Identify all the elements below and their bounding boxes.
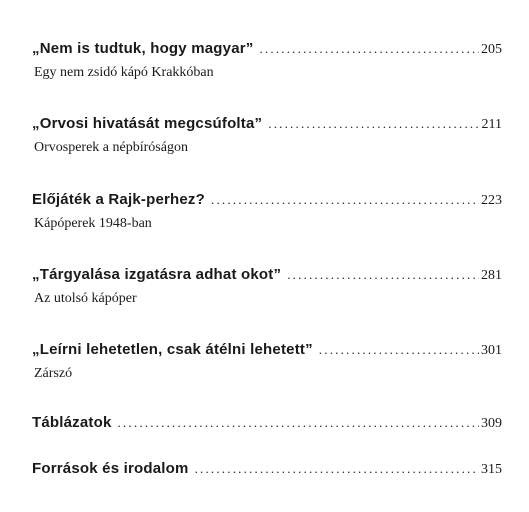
toc-page-number: 211: [481, 117, 502, 132]
toc-title-row: [32, 115, 502, 137]
toc-page-number: 223: [481, 193, 502, 208]
toc-entry-subtitle: Egy nem zsidó kápó Krakkóban: [34, 65, 214, 80]
toc-title-row: [32, 40, 502, 62]
dot-leader: [287, 267, 479, 283]
toc-entry: [32, 115, 502, 158]
dot-leader: [319, 342, 479, 358]
toc-entry-title: Előjáték a Rajk-perhez?: [32, 191, 205, 208]
toc-entry: [32, 460, 502, 482]
dot-leader: [268, 116, 479, 132]
toc-entry-title: „Nem is tudtuk, hogy magyar”: [32, 40, 254, 57]
toc-entry-subtitle: Kápóperek 1948-ban: [34, 216, 152, 231]
toc-title-row: [32, 460, 502, 482]
toc-entry: [32, 414, 502, 436]
toc-entry: [32, 191, 502, 234]
toc-title-row: [32, 266, 502, 288]
toc-page-number: 301: [481, 343, 502, 358]
toc-page-number: 205: [481, 42, 502, 57]
toc-page-number: 309: [481, 416, 502, 431]
toc-page-number: 315: [481, 462, 502, 477]
table-of-contents: [32, 40, 502, 482]
dot-leader: [211, 192, 479, 208]
toc-entry: [32, 266, 502, 309]
toc-title-row: [32, 414, 502, 436]
toc-entry: [32, 40, 502, 83]
dot-leader: [118, 415, 479, 431]
toc-entry-title: „Orvosi hivatását megcsúfolta”: [32, 115, 263, 132]
toc-entry: [32, 341, 502, 384]
toc-entry-subtitle: Az utolsó kápóper: [34, 291, 137, 306]
toc-title-row: [32, 191, 502, 213]
toc-entry-subtitle: Zárszó: [34, 366, 73, 381]
toc-page-number: 281: [481, 268, 502, 283]
toc-entry-subtitle: Orvosperek a népbíróságon: [34, 140, 188, 155]
toc-entry-title: „Tárgyalása izgatásra adhat okot”: [32, 266, 282, 283]
dot-leader: [259, 41, 479, 57]
dot-leader: [195, 461, 479, 477]
toc-entry-title: Táblázatok: [32, 414, 112, 431]
toc-title-row: [32, 341, 502, 363]
toc-entry-title: Források és irodalom: [32, 460, 189, 477]
toc-entry-title: „Leírni lehetetlen, csak átélni lehetett”: [32, 341, 313, 358]
